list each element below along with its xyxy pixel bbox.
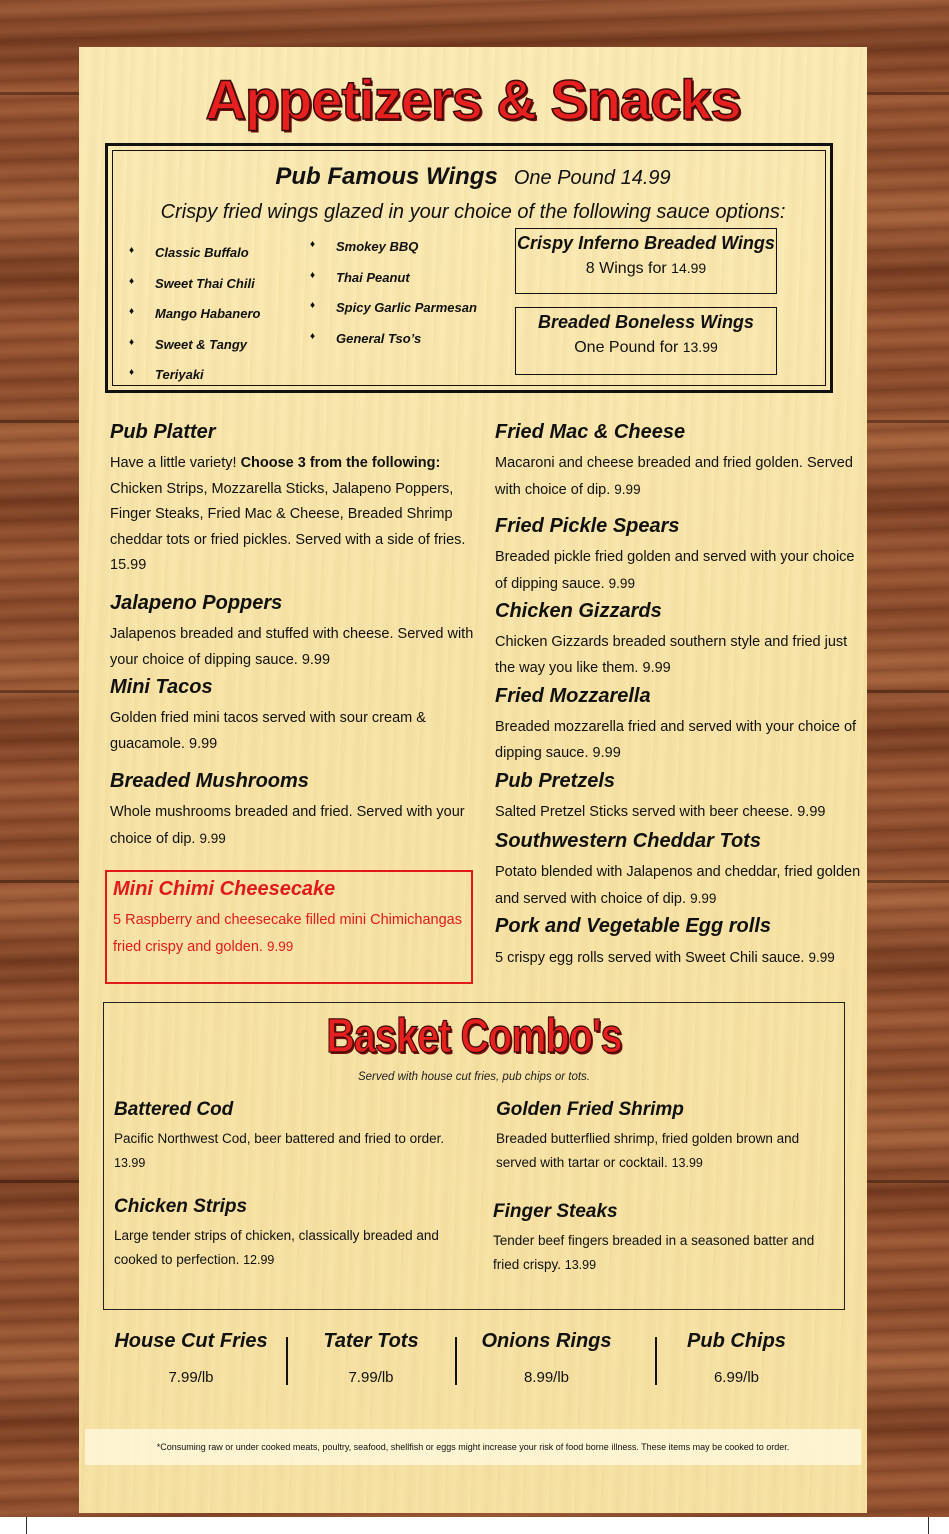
menu-panel — [79, 47, 867, 1513]
item-price: 12.99 — [243, 1252, 275, 1267]
list-item: ♦ Classic Buffalo — [129, 245, 249, 260]
diamond-bullet-icon: ♦ — [129, 367, 135, 378]
item-title: Fried Mozzarella — [495, 685, 651, 707]
item-description: Have a little variety! Choose 3 from the following: Chicken Strips, Mozzarella Sticks, Jalapeno Poppers, Finger Steaks, Fried Mac & Cheese, Breaded Shrimp cheddar tots or fried pickles. Served with a side of fries. 15.99 — [110, 455, 466, 573]
item-title: Pork and Vegetable Egg rolls — [495, 915, 771, 937]
diamond-bullet-icon: ♦ — [310, 330, 316, 342]
item-title: Pub Pretzels — [495, 770, 616, 792]
menu-item-mini-chimi-cheesecake — [113, 878, 463, 960]
basket-item-golden-fried-shrimp — [496, 1099, 826, 1175]
boneless-wings-price: 13.99 — [682, 339, 718, 355]
inferno-wings-price-line: 8 Wings for 14.99 — [585, 260, 707, 277]
item-price: 9.99 — [614, 481, 641, 497]
side-price: 8.99/lb — [523, 1369, 570, 1386]
menu-item-fried-mozzarella — [495, 685, 863, 766]
item-title: Golden Fried Shrimp — [496, 1099, 684, 1120]
item-title: Southwestern Cheddar Tots — [495, 830, 761, 852]
basket-item-battered-cod — [114, 1099, 454, 1175]
side-name: Onions Rings — [481, 1330, 612, 1352]
menu-item-chicken-gizzards — [495, 600, 863, 681]
item-price: 9.99 — [608, 575, 635, 591]
menu-item-breaded-mushrooms — [110, 770, 482, 852]
wings-name: Pub Famous Wings — [275, 163, 498, 190]
menu-item-pork-vegetable-egg-rolls — [495, 915, 863, 972]
item-description: Chicken Gizzards breaded southern style and fried just the way you like them. 9.99 — [495, 634, 848, 676]
item-title: Breaded Mushrooms — [110, 770, 309, 792]
wings-box — [105, 143, 833, 393]
item-title: Pub Platter — [110, 421, 216, 443]
side-price: 7.99/lb — [348, 1369, 394, 1386]
item-title: Battered Cod — [114, 1099, 234, 1120]
food-safety-disclaimer: *Consuming raw or under cooked meats, poultry, seafood, shellfish or eggs might increase your risk of food borne illness. These items may be cooked to order. — [85, 1429, 861, 1465]
list-item: ♦ Sweet & Tangy — [129, 336, 247, 352]
side-pub-chips — [664, 1330, 809, 1386]
item-title: Fried Pickle Spears — [495, 515, 680, 537]
list-item: ♦ Thai Peanut — [310, 269, 410, 285]
menu-item-mini-tacos — [110, 676, 482, 757]
item-price: 9.99 — [189, 735, 218, 752]
item-description: Breaded butterflied shrimp, fried golden brown and served with tartar or cocktail. 13.99 — [496, 1131, 800, 1170]
wings-size-price: One Pound 14.99 — [513, 167, 671, 189]
menu-item-southwestern-cheddar-tots — [495, 830, 863, 912]
inferno-wings-title: Crispy Inferno Breaded Wings — [517, 233, 775, 253]
item-description: 5 Raspberry and cheesecake filled mini Chimichangas fried crispy and golden. 9.99 — [113, 912, 462, 955]
item-price: 9.99 — [199, 830, 226, 846]
menu-item-fried-pickle-spears — [495, 515, 863, 597]
page-bottom-strip — [0, 1517, 949, 1534]
item-price: 9.99 — [592, 744, 621, 761]
item-price: 13.99 — [564, 1257, 597, 1272]
list-item: ♦ Mango Habanero — [129, 306, 261, 321]
item-description: Salted Pretzel Sticks served with beer cheese. 9.99 — [495, 804, 826, 820]
boneless-wings-title: Breaded Boneless Wings — [538, 312, 754, 332]
page-edge-mark — [928, 1517, 929, 1534]
item-description: Potato blended with Jalapenos and cheddar, fried golden and served with choice of dip. 9.99 — [495, 864, 861, 907]
boneless-wings-price-line: One Pound for 13.99 — [574, 339, 718, 356]
item-price: 9.99 — [808, 950, 835, 965]
item-price: 15.99 — [110, 557, 147, 573]
side-name: House Cut Fries — [114, 1330, 268, 1352]
basket-combos-box — [103, 1002, 845, 1310]
item-price: 9.99 — [690, 890, 717, 906]
basket-item-finger-steaks — [493, 1201, 829, 1277]
list-item: ♦ Sweet Thai Chili — [129, 275, 255, 291]
item-price: 9.99 — [642, 659, 671, 676]
list-item: ♦ Spicy Garlic Parmesan — [310, 300, 477, 315]
item-title: Chicken Gizzards — [495, 600, 662, 622]
item-price: 13.99 — [671, 1155, 703, 1170]
wings-heading — [113, 163, 833, 191]
wings-description: Crispy fried wings glazed in your choice of the following sauce options: — [160, 201, 786, 223]
item-title: Chicken Strips — [114, 1196, 248, 1217]
side-price: 7.99/lb — [168, 1369, 214, 1386]
item-description: Golden fried mini tacos served with sour cream & guacamole. 9.99 — [110, 710, 426, 752]
menu-item-pub-platter — [110, 421, 488, 579]
side-name: Tater Tots — [323, 1330, 419, 1352]
menu-item-fried-mac-cheese — [495, 421, 863, 503]
item-description: Macaroni and cheese breaded and fried golden. Served with choice of dip. 9.99 — [495, 455, 853, 498]
side-divider — [286, 1337, 288, 1385]
item-price: 9.99 — [266, 938, 294, 954]
side-house-cut-fries — [101, 1330, 281, 1386]
list-item: ♦ Teriyaki — [129, 367, 204, 382]
item-description: Large tender strips of chicken, classically breaded and cooked to perfection. 12.99 — [114, 1228, 439, 1267]
item-description: Breaded pickle fried golden and served with your choice of dipping sauce. 9.99 — [495, 549, 855, 592]
side-onion-rings — [464, 1330, 629, 1386]
side-divider — [655, 1337, 657, 1385]
item-description: Breaded mozzarella fried and served with your choice of dipping sauce. 9.99 — [495, 719, 857, 761]
basket-item-chicken-strips — [114, 1196, 454, 1272]
boneless-wings-box — [515, 307, 777, 375]
list-item: ♦ General Tso’s — [310, 330, 422, 346]
sauce-list-left — [129, 245, 260, 398]
menu-item-jalapeno-poppers — [110, 592, 482, 673]
item-description: 5 crispy egg rolls served with Sweet Chili sauce. 9.99 — [495, 950, 835, 966]
menu-item-pub-pretzels — [495, 770, 867, 826]
item-price: 9.99 — [301, 651, 331, 668]
item-description: Whole mushrooms breaded and fried. Served with your choice of dip. 9.99 — [110, 804, 465, 847]
item-title: Finger Steaks — [493, 1201, 618, 1222]
item-title: Mini Chimi Cheesecake — [113, 878, 336, 900]
diamond-bullet-icon: ♦ — [310, 239, 316, 250]
list-item: ♦ Smokey BBQ — [310, 239, 419, 254]
diamond-bullet-icon: ♦ — [310, 300, 316, 311]
diamond-bullet-icon: ♦ — [129, 245, 135, 256]
inferno-wings-box — [515, 228, 777, 294]
item-description: Pacific Northwest Cod, beer battered and fried to order. 13.99 — [114, 1131, 445, 1170]
sauce-list-right — [310, 239, 477, 361]
item-description: Tender beef fingers breaded in a seasoned batter and fried crispy. 13.99 — [493, 1233, 815, 1272]
item-price: 13.99 — [114, 1155, 146, 1170]
side-price: 6.99/lb — [713, 1369, 760, 1386]
basket-subtitle: Served with house cut fries, pub chips or tots. — [357, 1071, 591, 1083]
item-title: Mini Tacos — [110, 676, 213, 698]
wings-box-inner-border — [112, 150, 826, 386]
side-divider — [455, 1337, 457, 1385]
diamond-bullet-icon: ♦ — [129, 336, 135, 348]
side-name: Pub Chips — [687, 1330, 786, 1352]
page-title: Appetizers & Snacks — [205, 68, 741, 131]
page-edge-mark — [26, 1517, 27, 1534]
item-title: Fried Mac & Cheese — [495, 421, 686, 443]
item-description: Jalapenos breaded and stuffed with cheese. Served with your choice of dipping sauce. 9.99 — [110, 626, 474, 668]
featured-item-box — [105, 870, 473, 984]
diamond-bullet-icon: ♦ — [129, 306, 135, 317]
basket-title: Basket Combo's — [326, 1010, 622, 1063]
diamond-bullet-icon: ♦ — [310, 269, 316, 281]
item-price: 9.99 — [797, 804, 826, 820]
diamond-bullet-icon: ♦ — [129, 275, 135, 287]
side-tater-tots — [291, 1330, 451, 1386]
inferno-wings-price: 14.99 — [671, 260, 707, 276]
item-title: Jalapeno Poppers — [110, 592, 283, 614]
